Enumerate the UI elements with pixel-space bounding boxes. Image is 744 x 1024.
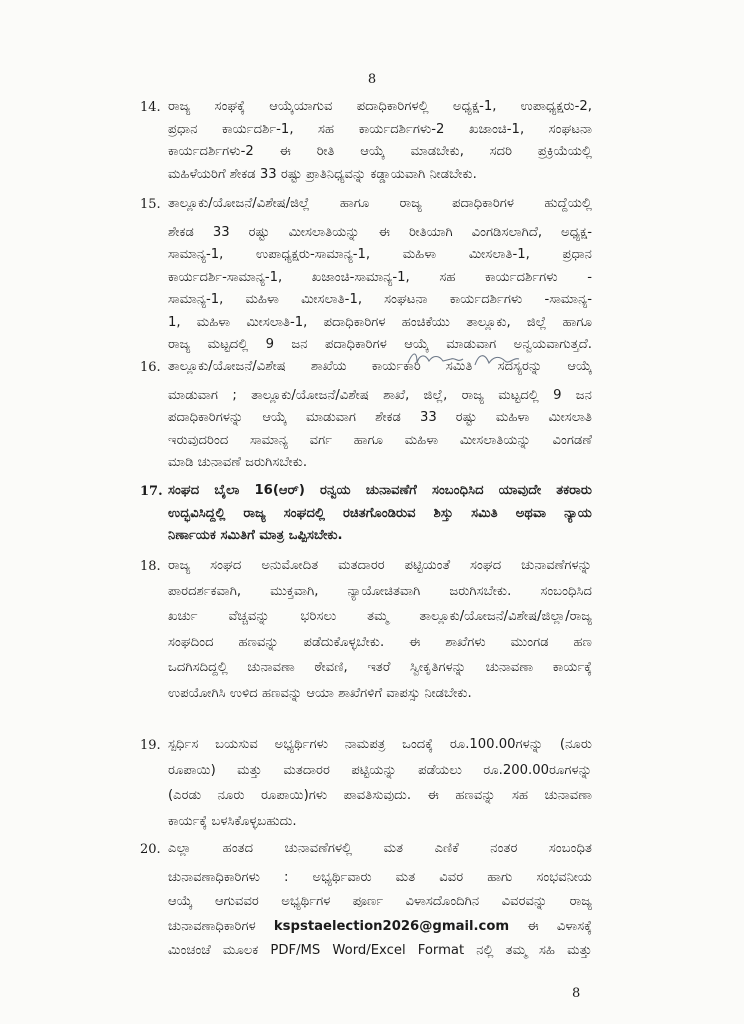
- clause-line: ಸಂಘದ ಬೈಲಾ 16(ಆರ್) ರನ್ವಯ ಚುನಾವಣೆಗೆ ಸಂಬಂಧಿಸಿದ ಯಾವುದೇ ತಕರಾರು: [168, 483, 592, 498]
- clause-line: 1, ಮಹಿಳಾ ಮೀಸಲಾತಿ-1, ಪದಾಧಿಕಾರಿಗಳ ಹಂಚಿಕೆಯು ತಾಲ್ಲೂಕು, ಜಿಲ್ಲೆ ಹಾಗೂ: [168, 314, 592, 330]
- clause-number: 19.: [140, 738, 161, 753]
- page-number-top: 8: [367, 72, 377, 87]
- clause-line: ರೂಪಾಯಿ) ಮತ್ತು ಮತದಾರರ ಪಟ್ಟಿಯನ್ನು ಪಡೆಯಲು ರೂ.200.00ರೂಗಳನ್ನು: [168, 762, 592, 778]
- page-number-bottom: 8: [572, 986, 581, 1001]
- clause-line: ಖರ್ಚು ವೆಚ್ಚವನ್ನು ಭರಿಸಲು ತಮ್ಮ ತಾಲ್ಲೂಕು/ಯೋಜನೆ/ವಿಶೇಷ/ಜಿಲ್ಲಾ/ರಾಜ್ಯ: [168, 609, 592, 624]
- clause-line: ಶೇಕಡ 33 ರಷ್ಟು ಮೀಸಲಾತಿಯನ್ನು ಈ ರೀತಿಯಾಗಿ ವಿಂಗಡಿಸಲಾಗಿದೆ, ಅಧ್ಯಕ್ಷ-: [168, 224, 592, 240]
- clause-19: [140, 734, 592, 833]
- clause-number: 18.: [140, 559, 161, 574]
- clause-text: [168, 96, 592, 186]
- clause-number: 14.: [140, 100, 161, 115]
- clause-18: [140, 555, 592, 705]
- email-line-before: ಚುನಾವಣಾಧಿಕಾರಿಗಳ: [168, 918, 256, 934]
- clause-line: ಉಪಯೋಗಿಸಿ ಉಳಿದ ಹಣವನ್ನು ಆಯಾ ಶಾಖೆಗಳಿಗೆ ವಾಪಸ್ಸು ನೀಡಬೇಕು.: [168, 685, 472, 701]
- clause-line: ರಾಜ್ಯ ಮಟ್ಟದಲ್ಲಿ 9 ಜನ ಪದಾಧಿಕಾರಿಗಳ ಆಯ್ಕೆ ಮಾಡುವಾಗ ಅನ್ವಯವಾಗುತ್ತದೆ.: [168, 337, 592, 352]
- clause-line: ಸಂಘದಿಂದ ಹಣವನ್ನು ಪಡೆದುಕೊಳ್ಳಬೇಕು. ಈ ಶಾಖೆಗಳು ಮುಂಗಡ ಹಣ: [168, 634, 592, 650]
- clause-line: ಚುನಾವಣಾಧಿಕಾರಿಗಳು : ಅಭ್ಯರ್ಥಿವಾರು ಮತ ವಿವರ ಹಾಗು ಸಂಭವನೀಯ: [168, 869, 592, 885]
- clause-number: 17.: [140, 484, 163, 499]
- email-address[interactable]: kspstaelection2026@gmail.com: [273, 918, 510, 934]
- clause-line: ಕಾರ್ಯದರ್ಶಿಗಳು-2 ಈ ರೀತಿ ಆಯ್ಕೆ ಮಾಡಬೇಕು, ಸದರಿ ಪ್ರಕ್ರಿಯೆಯಲ್ಲಿ: [168, 144, 592, 159]
- clause-14: [140, 96, 592, 186]
- clause-line: ನಿರ್ಣಾಯಕ ಸಮಿತಿಗೆ ಮಾತ್ರ ಒಪ್ಪಿಸಬೇಕು.: [168, 528, 343, 543]
- clause-number: 16.: [140, 360, 161, 375]
- clause-number: 15.: [140, 197, 161, 212]
- clause-line: ಪದಾಧಿಕಾರಿಗಳನ್ನು ಆಯ್ಕೆ ಮಾಡುವಾಗ ಶೇಕಡ 33 ರಷ್ಟು ಮಹಿಳಾ ಮೀಸಲಾತಿ: [168, 410, 592, 425]
- clause-line: ಕಾರ್ಯದರ್ಶಿ-ಸಾಮಾನ್ಯ-1, ಖಜಾಂಚಿ-ಸಾಮಾನ್ಯ-1, ಸಹ ಕಾರ್ಯದರ್ಶಿಗಳು -: [168, 269, 592, 285]
- clause-line: ಮಾಡುವಾಗ ; ತಾಲ್ಲೂಕು/ಯೋಜನೆ/ವಿಶೇಷ ಶಾಖೆ, ಜಿಲ್ಲೆ, ರಾಜ್ಯ ಮಟ್ಟದಲ್ಲಿ 9 ಜನ: [168, 387, 592, 403]
- clause-line: ಕಾರ್ಯಕ್ಕೆ ಬಳಸಿಕೊಳ್ಳಬಹುದು.: [168, 813, 297, 829]
- clause-line: ಆಯ್ಕೆ ಆಗುವವರ ಅಭ್ಯರ್ಥಿಗಳ ಪೂರ್ಣ ವಿಳಾಸದೊಂದಿಗಿನ ವಿವರವನ್ನು ರಾಜ್ಯ: [168, 894, 592, 909]
- clause-line: ತಾಲ್ಲೂಕು/ಯೋಜನೆ/ವಿಶೇಷ ಶಾಖೆಯ ಕಾರ್ಯಕಾರಿ ಸಮಿತಿ ಸದಸ್ಯರನ್ನು ಆಯ್ಕೆ: [168, 359, 592, 374]
- clause-17: [140, 480, 592, 548]
- clause-16: [140, 356, 592, 475]
- clause-20: [140, 838, 592, 963]
- clause-line: ಮಹಿಳೆಯರಿಗೆ ಶೇಕಡ 33 ರಷ್ಟು ಪ್ರಾತಿನಿಧ್ಯವನ್ನು ಕಡ್ಡಾಯವಾಗಿ ನೀಡಬೇಕು.: [168, 166, 477, 182]
- clause-text: [168, 838, 592, 963]
- clause-text: [168, 193, 592, 357]
- clause-text: [168, 555, 592, 705]
- clause-line: ಮಿಂಚಂಚೆ ಮೂಲಕ PDF/MS Word/Excel Format ನಲ್ಲಿ ತಮ್ಮ ಸಹಿ ಮತ್ತು: [168, 943, 592, 958]
- clause-line: ಇರುವುದರಿಂದ ಸಾಮಾನ್ಯ ವರ್ಗ ಹಾಗೂ ಮಹಿಳಾ ಮೀಸಲಾತಿಯನ್ನು ವಿಂಗಡಣೆ: [168, 432, 592, 448]
- clause-line: ಪಾರದರ್ಶಕವಾಗಿ, ಮುಕ್ತವಾಗಿ, ನ್ಯಾಯೋಚಿತವಾಗಿ ಜರುಗಿಸಬೇಕು. ಸಂಬಂಧಿಸಿದ: [168, 583, 592, 599]
- clause-line: ಎಲ್ಲಾ ಹಂತದ ಚುನಾವಣೆಗಳಲ್ಲಿ ಮತ ಎಣಿಕೆ ನಂತರ ಸಂಬಂಧಿತ: [168, 841, 592, 856]
- email-line-after: ಈ ವಿಳಾಸಕ್ಕೆ: [527, 918, 592, 934]
- clause-line: ಉದ್ಭವಿಸಿದ್ದಲ್ಲಿ ರಾಜ್ಯ ಸಂಘದಲ್ಲಿ ರಚಿತಗೊಂಡಿರುವ ಶಿಸ್ತು ಸಮಿತಿ ಅಥವಾ ನ್ಯಾಯ: [168, 505, 592, 521]
- clause-line: ಒದಗಿಸದಿದ್ದಲ್ಲಿ ಚುನಾವಣಾ ಠೇವಣಿ, ಇತರೆ ಸ್ವೀಕೃತಿಗಳನ್ನು ಚುನಾವಣಾ ಕಾರ್ಯಕ್ಕೆ: [168, 660, 592, 675]
- signature-scribble: [405, 347, 525, 371]
- clause-line: ರಾಜ್ಯ ಸಂಘದ ಅನುಮೋದಿತ ಮತದಾರರ ಪಟ್ಟಿಯಂತೆ ಸಂಘದ ಚುನಾವಣೆಗಳನ್ನು: [168, 558, 592, 573]
- clause-text: [168, 480, 592, 548]
- clause-line: ಮಾಡಿ ಚುನಾವಣೆ ಜರುಗಿಸಬೇಕು.: [168, 455, 308, 470]
- clause-15: [140, 193, 592, 357]
- clause-line: ಸಾಮಾನ್ಯ-1, ಉಪಾಧ್ಯಕ್ಷರು-ಸಾಮಾನ್ಯ-1, ಮಹಿಳಾ ಮೀಸಲಾತಿ-1, ಪ್ರಧಾನ: [168, 247, 592, 262]
- clause-line: ಸ್ಪರ್ಧಿಸ ಬಯಸುವ ಅಭ್ಯರ್ಥಿಗಳು ನಾಮಪತ್ರ ಒಂದಕ್ಕೆ ರೂ.100.00ಗಳನ್ನು (ನೂರು: [168, 737, 592, 752]
- clause-line: ಸಾಮಾನ್ಯ-1, ಮಹಿಳಾ ಮೀಸಲಾತಿ-1, ಸಂಘಟನಾ ಕಾರ್ಯದರ್ಶಿಗಳು -ಸಾಮಾನ್ಯ-: [168, 292, 592, 307]
- clause-line: ರಾಜ್ಯ ಸಂಘಕ್ಕೆ ಆಯ್ಕೆಯಾಗುವ ಪದಾಧಿಕಾರಿಗಳಲ್ಲಿ ಅಧ್ಯಕ್ಷ-1, ಉಪಾಧ್ಯಕ್ಷರು-2,: [168, 99, 592, 114]
- clause-text: [168, 356, 592, 475]
- clause-line: ಪ್ರಧಾನ ಕಾರ್ಯದರ್ಶಿ-1, ಸಹ ಕಾರ್ಯದರ್ಶಿಗಳು-2 ಖಜಾಂಚಿ-1, ಸಂಘಟನಾ: [168, 121, 592, 137]
- clause-line: ತಾಲ್ಲೂಕು/ಯೋಜನೆ/ವಿಶೇಷ/ಜಿಲ್ಲೆ ಹಾಗೂ ರಾಜ್ಯ ಪದಾಧಿಕಾರಿಗಳ ಹುದ್ದೆಯಲ್ಲಿ: [168, 196, 592, 211]
- email-line: [168, 916, 592, 939]
- clause-line: (ಎರಡು ನೂರು ರೂಪಾಯಿ)ಗಳು ಪಾವತಿಸುವುದು. ಈ ಹಣವನ್ನು ಸಹ ಚುನಾವಣಾ: [168, 788, 592, 803]
- clause-number: 20.: [140, 842, 161, 857]
- clause-text: [168, 734, 592, 833]
